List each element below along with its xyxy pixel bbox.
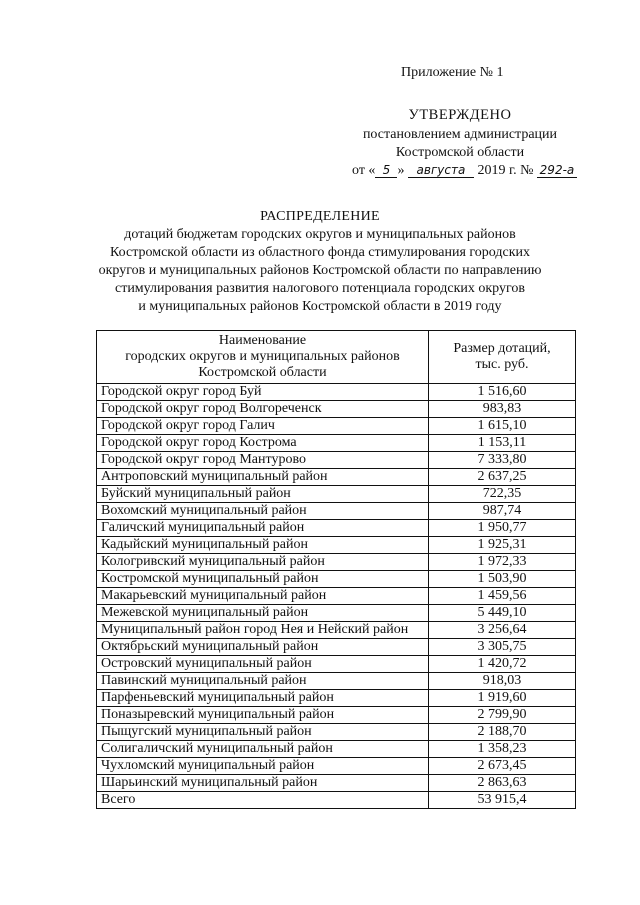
table-header-row (97, 331, 576, 384)
row-name: Кологривский муниципальный район (97, 554, 429, 571)
row-value: 2 188,70 (429, 724, 576, 741)
header-text: городских округов и муниципальных районов (125, 349, 400, 364)
table-row (97, 537, 576, 554)
row-value: 1 950,77 (429, 520, 576, 537)
row-name: Октябрьский муниципальный район (97, 639, 429, 656)
row-name: Буйский муниципальный район (97, 486, 429, 503)
row-value: 918,03 (429, 673, 576, 690)
row-value: 1 420,72 (429, 656, 576, 673)
date-month: августа (408, 164, 474, 178)
row-name: Вохомский муниципальный район (97, 503, 429, 520)
row-name: Антроповский муниципальный район (97, 469, 429, 486)
row-value: 1 972,33 (429, 554, 576, 571)
row-name: Костромской муниципальный район (97, 571, 429, 588)
row-value: 3 305,75 (429, 639, 576, 656)
row-value: 1 459,56 (429, 588, 576, 605)
table-row (97, 707, 576, 724)
header-text: Размер дотаций, (453, 341, 551, 356)
date-prefix: от « (352, 163, 376, 178)
date-day: 5 (375, 164, 397, 178)
table-row (97, 554, 576, 571)
row-value: 1 516,60 (429, 384, 576, 401)
row-name: Павинский муниципальный район (97, 673, 429, 690)
table-row (97, 401, 576, 418)
row-name: Солигаличский муниципальный район (97, 741, 429, 758)
row-value: 3 256,64 (429, 622, 576, 639)
row-value: 5 449,10 (429, 605, 576, 622)
row-value: 2 673,45 (429, 758, 576, 775)
row-name: Муниципальный район город Нея и Нейский район (97, 622, 429, 639)
table-row (97, 673, 576, 690)
header-text: Костромской области (198, 365, 327, 380)
row-name: Кадыйский муниципальный район (97, 537, 429, 554)
table-row (97, 469, 576, 486)
row-value: 2 863,63 (429, 775, 576, 792)
row-value: 1 925,31 (429, 537, 576, 554)
row-value: 722,35 (429, 486, 576, 503)
table-row (97, 486, 576, 503)
total-value: 53 915,4 (429, 792, 576, 809)
row-value: 987,74 (429, 503, 576, 520)
row-name: Городской округ город Волгореченск (97, 401, 429, 418)
table-row (97, 435, 576, 452)
row-name: Парфеньевский муниципальный район (97, 690, 429, 707)
document-number: 292-а (537, 164, 577, 178)
table-row (97, 418, 576, 435)
table-row (97, 741, 576, 758)
approval-date-line (352, 162, 575, 180)
distribution-table (96, 330, 576, 809)
heading-line: Костромской области из областного фонда стимулирования городских (109, 245, 531, 260)
row-value: 2 637,25 (429, 469, 576, 486)
row-name: Городской округ город Кострома (97, 435, 429, 452)
row-name: Макарьевский муниципальный район (97, 588, 429, 605)
heading-line: стимулирования развития налогового потенциала городских округов (114, 281, 526, 296)
row-value: 7 333,80 (429, 452, 576, 469)
approval-line-2: Костромской области (395, 145, 525, 160)
approval-block (352, 106, 575, 180)
row-name: Поназыревский муниципальный район (97, 707, 429, 724)
row-value: 1 153,11 (429, 435, 576, 452)
row-name: Галичский муниципальный район (97, 520, 429, 537)
row-name: Чухломский муниципальный район (97, 758, 429, 775)
heading-line: дотаций бюджетам городских округов и муниципальных районов (124, 227, 516, 242)
table-row (97, 452, 576, 469)
total-label: Всего (97, 792, 429, 809)
header-text: Наименование (218, 333, 307, 348)
row-name: Городской округ город Буй (97, 384, 429, 401)
row-name: Городской округ город Мантурово (97, 452, 429, 469)
heading-line: и муниципальных районов Костромской области в 2019 году (138, 299, 502, 314)
document-heading (60, 208, 580, 316)
header-name-column (97, 331, 429, 384)
table-row (97, 605, 576, 622)
row-name: Островский муниципальный район (97, 656, 429, 673)
row-value: 983,83 (429, 401, 576, 418)
approval-line-1: постановлением администрации (362, 127, 558, 142)
table-row (97, 384, 576, 401)
approval-title: УТВЕРЖДЕНО (408, 107, 512, 123)
appendix-label: Приложение № 1 (401, 65, 504, 80)
table-row (97, 639, 576, 656)
table-row (97, 503, 576, 520)
table-row (97, 758, 576, 775)
table-row (97, 571, 576, 588)
table-row (97, 520, 576, 537)
row-name: Шарьинский муниципальный район (97, 775, 429, 792)
table-row (97, 588, 576, 605)
row-name: Пыщугский муниципальный район (97, 724, 429, 741)
row-name: Межевской муниципальный район (97, 605, 429, 622)
date-year: 2019 г. № (477, 163, 534, 178)
table-row (97, 656, 576, 673)
header-value-column (429, 331, 576, 384)
table-row (97, 690, 576, 707)
table-row (97, 724, 576, 741)
row-value: 1 503,90 (429, 571, 576, 588)
heading-line: округов и муниципальных районов Костромской области по направлению (98, 263, 542, 278)
table-total-row (97, 792, 576, 809)
table-row (97, 775, 576, 792)
row-value: 2 799,90 (429, 707, 576, 724)
document-title: РАСПРЕДЕЛЕНИЕ (260, 209, 380, 224)
row-value: 1 615,10 (429, 418, 576, 435)
row-name: Городской округ город Галич (97, 418, 429, 435)
row-value: 1 358,23 (429, 741, 576, 758)
header-text: тыс. руб. (475, 357, 529, 372)
date-mid: » (397, 163, 405, 178)
row-value: 1 919,60 (429, 690, 576, 707)
table-row (97, 622, 576, 639)
